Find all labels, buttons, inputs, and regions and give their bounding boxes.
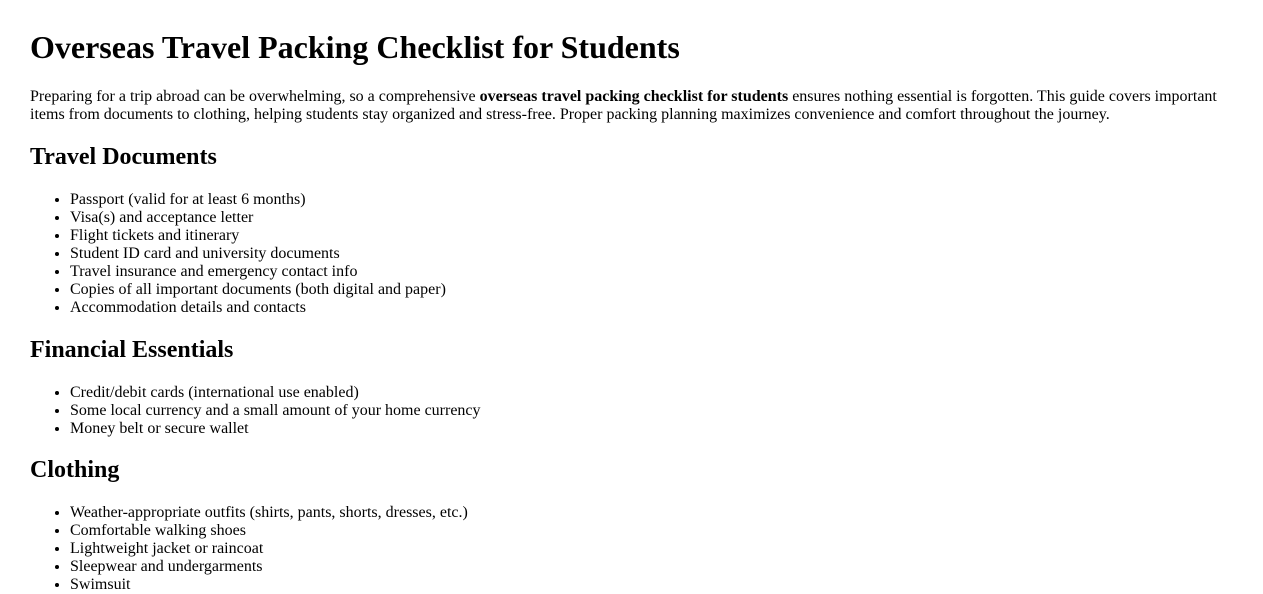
intro-text-before: Preparing for a trip abroad can be overwhelming, so a comprehensive	[30, 87, 480, 105]
section-heading-clothing: Clothing	[30, 457, 120, 484]
clothing-list	[30, 504, 1233, 594]
section-heading-financial-essentials: Financial Essentials	[30, 336, 234, 363]
list-item: • Credit/debit cards (international use enabled)	[70, 384, 1233, 402]
page-title: Overseas Travel Packing Checklist for Students	[30, 29, 680, 66]
list-item: • Swimsuit	[70, 576, 1233, 594]
list-item: • Travel insurance and emergency contact info	[70, 263, 1233, 281]
list-item: • Some local currency and a small amount of your home currency	[70, 402, 1233, 420]
section-financial-essentials	[30, 337, 1233, 438]
list-item: • Comfortable walking shoes	[70, 522, 1233, 540]
list-item: • Money belt or secure wallet	[70, 420, 1233, 438]
financial-essentials-list	[30, 384, 1233, 438]
list-item: • Sleepwear and undergarments	[70, 558, 1233, 576]
intro-text-bold-keyphrase: overseas travel packing checklist for students	[479, 87, 789, 105]
section-heading-travel-documents: Travel Documents	[30, 143, 217, 170]
list-item: • Weather-appropriate outfits (shirts, pants, shorts, dresses, etc.)	[70, 504, 1233, 522]
list-item: • Flight tickets and itinerary	[70, 227, 1233, 245]
list-item: • Accommodation details and contacts	[70, 299, 1233, 317]
section-clothing	[30, 457, 1233, 594]
list-item: • Student ID card and university documents	[70, 245, 1233, 263]
list-item: • Passport (valid for at least 6 months)	[70, 191, 1233, 209]
travel-documents-list	[30, 191, 1233, 317]
intro-text-after: ensures nothing essential is forgotten. This guide covers important items from documents to clothing, helping students stay organized and stress-free. Proper packing planning maximizes convenience and comfort throughout the journey.	[30, 87, 1217, 123]
intro-paragraph	[30, 88, 1233, 124]
section-travel-documents	[30, 144, 1233, 317]
list-item: • Copies of all important documents (both digital and paper)	[70, 281, 1233, 299]
list-item: • Visa(s) and acceptance letter	[70, 209, 1233, 227]
list-item: • Lightweight jacket or raincoat	[70, 540, 1233, 558]
